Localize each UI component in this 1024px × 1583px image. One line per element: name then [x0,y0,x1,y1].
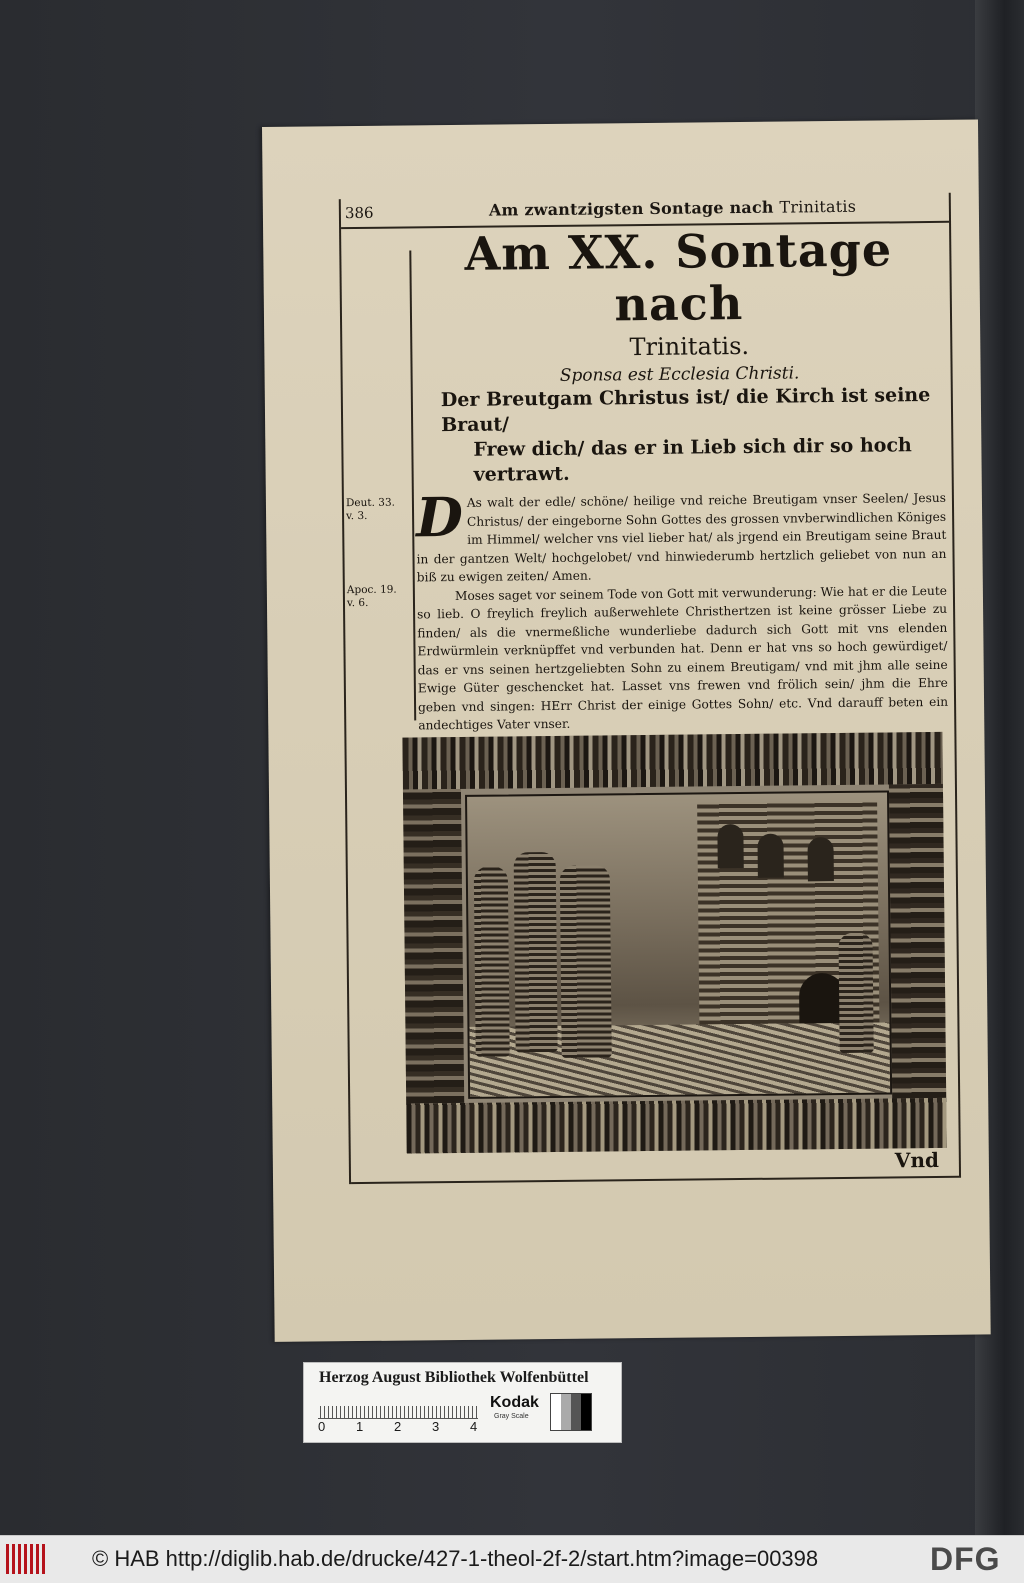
paragraph-opening: As walt der edle/ schöne/ heilige vnd reiche Breutigam vnser Seelen/ Jesus Christus/ der eingeborne Sohn Gottes des grossen vnvberwindlichen Königes im Himmel/ welcher vns viel lieber hat/ als jrgend ein Breutigam seine Braut in der gantzen Welt/ hochgelobet/ vnd hinwiederumb hertzlich geliebet von nun an biß zu ewigen zeiten/ Amen. [416,490,947,585]
book-page [262,120,991,1342]
woodcut-illustration [402,732,946,1154]
marginal-note-line: Apoc. 19. [346,583,397,597]
drop-cap: D [415,484,464,550]
ruler-number: 2 [394,1419,402,1434]
chapter-subtitle: Trinitatis. [629,331,750,362]
catchword: Vnd [894,1147,940,1173]
library-name: Herzog August Bibliothek Wolfenbüttel [319,1369,589,1386]
running-title-bold: Am zwantzigsten Sontage nach [488,197,774,220]
running-title-plain: Trinitatis [779,196,857,217]
marginal-note-line: v. 3. [346,509,368,523]
scene-window [757,834,783,878]
scene-figure [560,865,612,1058]
footer-rule [351,1176,959,1184]
footer-bar [0,1535,1024,1583]
verse-couplet [441,383,946,488]
dfg-logo: DFG [930,1541,1001,1577]
scene-figure [514,852,558,1052]
ornamental-border-bottom [406,1098,946,1154]
couplet-line: Der Breutgam Christus ist/ die Kirch ist seine Braut/ [440,384,931,437]
latin-motto: Sponsa est Ecclesia Christi. [559,363,800,386]
gray-scale-swatch [550,1393,592,1431]
woodcut-scene [465,790,892,1098]
kodak-brand: Kodak [490,1394,539,1411]
ruler-number: 4 [470,1419,478,1434]
hab-logo-icon [6,1544,46,1574]
marginal-note-line: v. 6. [346,596,369,610]
ruler-number: 0 [318,1419,326,1434]
library-color-label [303,1362,622,1443]
ornamental-border-left [403,789,464,1104]
page-number: 386 [344,203,374,223]
kodak-gray-scale-label: Gray Scale [494,1413,529,1420]
marginal-note-apoc [347,584,407,611]
ornamental-border-right [889,784,946,1099]
scene-figure [838,933,873,1053]
ornamental-border-top [402,732,943,790]
ruler-number: 3 [432,1419,440,1434]
source-url[interactable]: © HAB http://diglib.hab.de/drucke/427-1-theol-2f-2/start.htm?image=00398 [92,1546,819,1571]
scene-window [717,824,743,868]
ruler-number: 1 [356,1419,364,1434]
body-text [415,484,949,735]
measurement-ruler [318,1396,478,1419]
scene-figure [474,866,510,1056]
marginal-note-deut [346,497,406,524]
marginal-note-line: Deut. 33. [345,496,396,510]
running-title [489,197,856,220]
couplet-line: Frew dich/ das er in Lieb sich dir so hoch vertrawt. [473,434,912,486]
scene-window [807,837,833,881]
paragraph-second: Moses saget vor seinem Tode von Gott mit verwunderung: Wie hat er die Leute so lieb. O freylich freylich außerwehlete Christhertzen ist keine grösser Liebe zu finden/ als die vnermeßliche wunderliebe dadurch sich Gott mit vns elenden Erdwürmlein verknüpffet vnd verbunden hat. Denn er hat vns so hoch gewürdiget/ das er vns seinen hertzgeliebten Sohn zu einem Breutigam/ vnd mit jhm alle seine Ewige Güter geschencket hat. Lasset vns frewen vnd frölich sein/ jhm die Ehre geben vnd singen: HErr Christ der einige Gottes Sohn/ etc. Vnd darauff beten ein andechtiges Vater vnser. [417,583,949,733]
chapter-title: Am XX. Sontage nach [464,222,893,332]
